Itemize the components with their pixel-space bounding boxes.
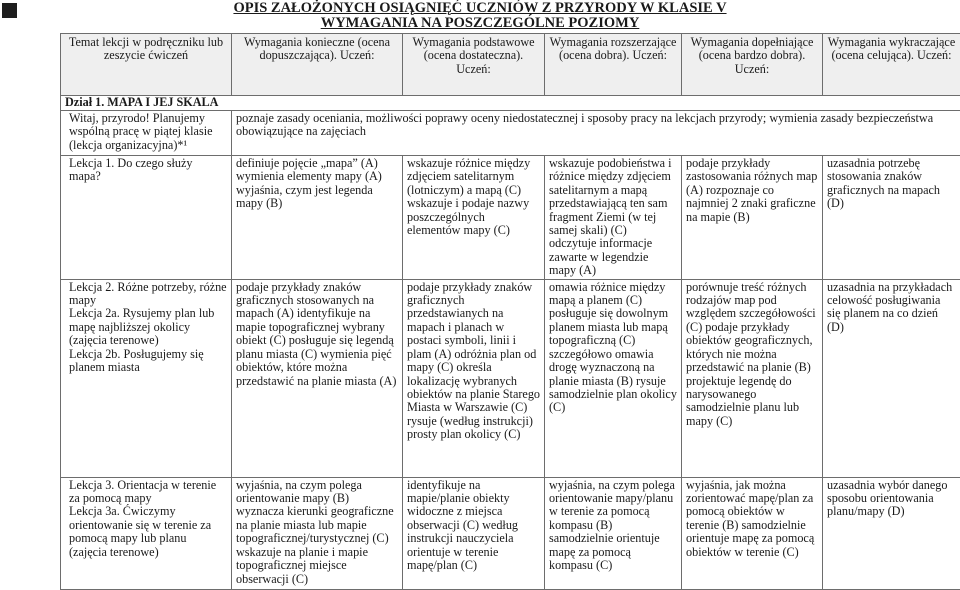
lesson-cell bbox=[61, 477, 232, 589]
requirement-cell: podaje przykłady zastosowania różnych map (A) rozpoznaje co najmniej 2 znaki graficzne na mapie (B) bbox=[682, 156, 823, 280]
requirement-cell: uzasadnia potrzebę stosowania znaków graficznych na mapach (D) bbox=[823, 156, 960, 280]
lesson-title: Lekcja 3. Orientacja w terenie za pomocą mapy bbox=[69, 479, 227, 506]
lesson-title: Lekcja 2a. Rysujemy plan lub mapę najbliższej okolicy (zajęcia terenowe) bbox=[69, 307, 227, 347]
table-row bbox=[61, 477, 960, 589]
header-row bbox=[61, 34, 960, 96]
requirement-cell: omawia różnice między mapą a planem (C) posługuje się dowolnym planem miasta lub mapą topograficzną (C) szczegółowo omawia drogę wyznaczoną na planie miasta (B) rysuje samodzielnie plan okolicy (C) bbox=[545, 279, 682, 477]
table-row bbox=[61, 279, 960, 477]
lesson-title: Lekcja 3a. Ćwiczymy orientowanie się w terenie za pomocą mapy lub planu (zajęcia terenowe) bbox=[69, 505, 227, 559]
requirement-cell: definiuje pojęcie „mapa” (A) wymienia elementy mapy (A) wyjaśnia, czym jest legenda mapy (B) bbox=[232, 156, 403, 280]
document-title: OPIS ZAŁOŻONYCH OSIĄGNIĘĆ UCZNIÓW Z PRZYRODY W KLASIE V bbox=[0, 1, 960, 16]
requirement-cell: uzasadnia wybór danego sposobu orientowania planu/mapy (D) bbox=[823, 477, 960, 589]
requirement-cell: uzasadnia na przykładach celowość posługiwania się planem na co dzień (D) bbox=[823, 279, 960, 477]
intro-row bbox=[61, 111, 960, 156]
lesson-cell bbox=[61, 156, 232, 280]
section-title: Dział 1. MAPA I JEJ SKALA bbox=[61, 96, 960, 111]
header-lesson: Temat lekcji w podręczniku lub zeszycie ćwiczeń bbox=[61, 34, 232, 96]
requirement-cell: wskazuje podobieństwa i różnice między zdjęciem satelitarnym a mapą przedstawiającą ten sam fragment Ziemi (w tej samej skali) (C) odczytuje informacje zawarte w legendzie mapy (A) bbox=[545, 156, 682, 280]
header-extended: Wymagania rozszerzające (ocena dobra). Uczeń: bbox=[545, 34, 682, 96]
requirement-cell: porównuje treść różnych rodzajów map pod względem szczegółowości (C) podaje przykłady obiektów geograficznych, których nie można przedstawić na planie (B) projektuje legendę do narysowanego samodzielnie planu lub mapy (C) bbox=[682, 279, 823, 477]
header-required: Wymagania konieczne (ocena dopuszczająca). Uczeń: bbox=[232, 34, 403, 96]
requirement-cell: wskazuje różnice między zdjęciem satelitarnym (lotniczym) a mapą (C) wskazuje i podaje nazwy poszczególnych elementów mapy (C) bbox=[403, 156, 545, 280]
requirement-cell: wyjaśnia, jak można zorientować mapę/plan za pomocą obiektów w terenie (B) samodzielnie orientuje mapę za pomocą obiektów w terenie (C) bbox=[682, 477, 823, 589]
lesson-title: Lekcja 1. Do czego służy mapa? bbox=[69, 157, 227, 184]
table-row bbox=[61, 156, 960, 280]
lesson-title: Lekcja 2b. Posługujemy się planem miasta bbox=[69, 348, 227, 375]
intro-lesson: Witaj, przyrodo! Planujemy wspólną pracę w piątej klasie (lekcja organizacyjna)*¹ bbox=[61, 111, 232, 156]
requirement-cell: identyfikuje na mapie/planie obiekty widoczne z miejsca obserwacji (C) według instrukcji nauczyciela orientuje w terenie mapę/plan (C) bbox=[403, 477, 545, 589]
intro-requirements: poznaje zasady oceniania, możliwości poprawy oceny niedostatecznej i sposoby pracy na lekcjach przyrody; wymienia zasady bezpieczeństwa obowiązujące na zajęciach bbox=[232, 111, 960, 156]
section-row bbox=[61, 96, 960, 111]
requirement-cell: podaje przykłady znaków graficznych stosowanych na mapach (A) identyfikuje na mapie topograficznej wybrany obiekt (C) posługuje się legendą planu miasta (C) wymienia pięć obiektów, które można przedstawić na planie miasta (A) bbox=[232, 279, 403, 477]
header-beyond: Wymagania wykraczające (ocena celująca). Uczeń: bbox=[823, 34, 960, 96]
lesson-cell bbox=[61, 279, 232, 477]
document-subtitle: WYMAGANIA NA POSZCZEGÓLNE POZIOMY bbox=[0, 16, 960, 31]
requirement-cell: wyjaśnia, na czym polega orientowanie mapy (B) wyznacza kierunki geograficzne na planie miasta lub mapie topograficznej/turystycznej (C) wskazuje na planie i mapie topograficznej miejsce obserwacji (C) bbox=[232, 477, 403, 589]
requirements-table bbox=[60, 33, 960, 590]
lesson-title: Lekcja 2. Różne potrzeby, różne mapy bbox=[69, 281, 227, 308]
header-complementary: Wymagania dopełniające (ocena bardzo dobra). Uczeń: bbox=[682, 34, 823, 96]
requirement-cell: podaje przykłady znaków graficznych przedstawianych na mapach i planach w postaci symboli, linii i plam (A) odróżnia plan od mapy (C) określa lokalizację wybranych obiektów na planie Starego Miasta w Warszawie (C) rysuje (według instrukcji) prosty plan okolicy (C) bbox=[403, 279, 545, 477]
header-basic: Wymagania podstawowe (ocena dostateczna). Uczeń: bbox=[403, 34, 545, 96]
requirement-cell: wyjaśnia, na czym polega orientowanie mapy/planu w terenie za pomocą kompasu (B) samodzielnie orientuje mapę za pomocą kompasu (C) bbox=[545, 477, 682, 589]
